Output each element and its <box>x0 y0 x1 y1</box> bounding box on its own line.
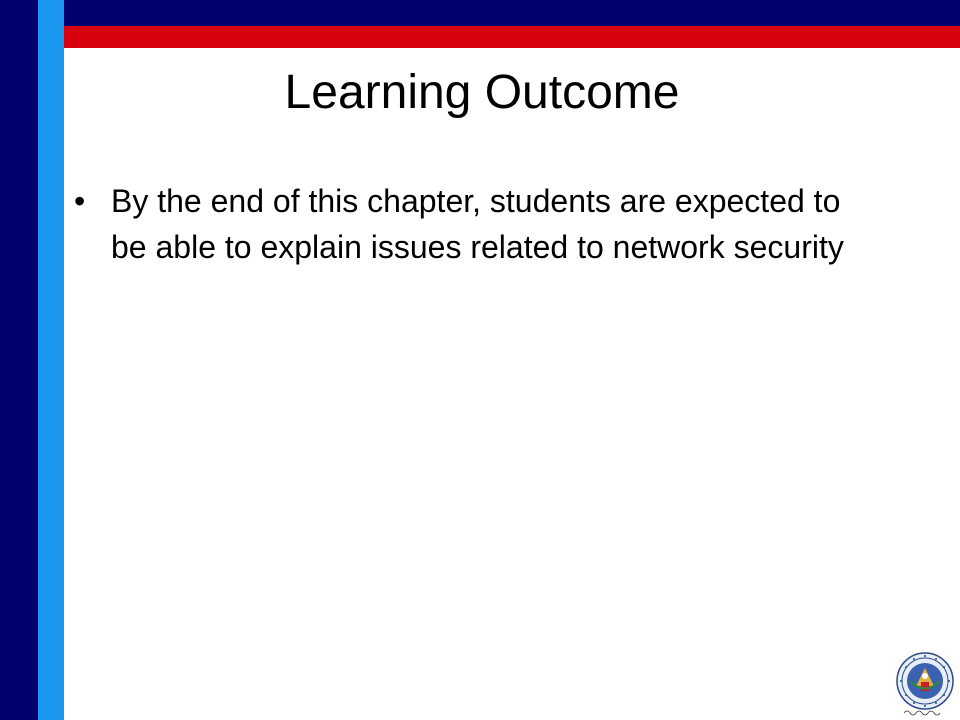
left-navy-column <box>0 0 38 720</box>
bullet-text: By the end of this chapter, students are expected to be able to explain issues related to network security <box>111 183 844 265</box>
bullet-marker: • <box>74 183 86 219</box>
slide-title: Learning Outcome <box>284 66 680 119</box>
left-light-blue-cap <box>38 26 64 48</box>
university-seal-icon <box>896 652 954 710</box>
bullet-item <box>70 178 870 270</box>
logo-caption-script <box>892 708 956 716</box>
bullet-list <box>70 178 870 270</box>
red-band <box>0 26 960 48</box>
left-light-blue-column <box>38 0 64 720</box>
top-navy-band <box>0 0 960 26</box>
